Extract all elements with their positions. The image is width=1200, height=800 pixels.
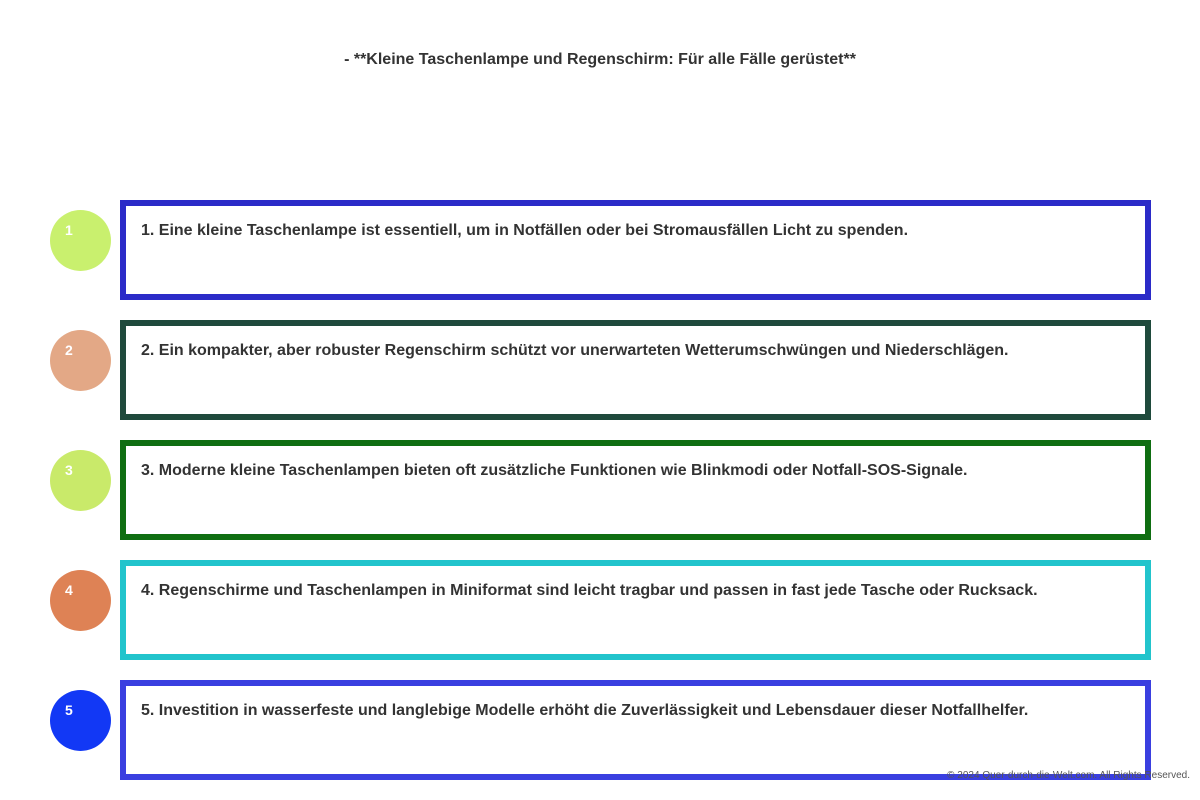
info-card-text: 5. Investition in wasserfeste und langlebige Modelle erhöht die Zuverlässigkeit und Lebensdauer dieser Notfallhelfer. [141, 702, 1029, 719]
info-card-text: 3. Moderne kleine Taschenlampen bieten oft zusätzliche Funktionen wie Blinkmodi oder Notfall-SOS-Signale. [141, 462, 968, 479]
number-badge [50, 210, 111, 271]
number-badge-label: 4 [65, 582, 73, 598]
info-card [120, 560, 1151, 660]
list-item [0, 680, 1200, 780]
info-card [120, 440, 1151, 540]
number-badge-label: 1 [65, 222, 73, 238]
info-card-text: 1. Eine kleine Taschenlampe ist essentiell, um in Notfällen oder bei Stromausfällen Licht zu spenden. [141, 222, 909, 239]
info-card [120, 200, 1151, 300]
info-card-text: 4. Regenschirme und Taschenlampen in Miniformat sind leicht tragbar und passen in fast jede Tasche oder Rucksack. [141, 582, 1038, 599]
number-badge-label: 3 [65, 462, 73, 478]
list-item [0, 200, 1200, 300]
number-badge-label: 2 [65, 342, 73, 358]
copyright-footer: © 2024 Quer-durch-die-Welt.com. All Rights Reserved. [947, 770, 1190, 781]
info-card [120, 320, 1151, 420]
list-item [0, 320, 1200, 420]
number-badge [50, 690, 111, 751]
number-badge [50, 570, 111, 631]
info-card-text: 2. Ein kompakter, aber robuster Regenschirm schützt vor unerwarteten Wetterumschwüngen und Niederschlägen. [141, 342, 1009, 359]
list-item [0, 440, 1200, 540]
list-item [0, 560, 1200, 660]
number-badge [50, 450, 111, 511]
number-badge-label: 5 [65, 702, 73, 718]
info-card [120, 680, 1151, 780]
page-title: - **Kleine Taschenlampe und Regenschirm: Für alle Fälle gerüstet** [344, 51, 856, 68]
number-badge [50, 330, 111, 391]
